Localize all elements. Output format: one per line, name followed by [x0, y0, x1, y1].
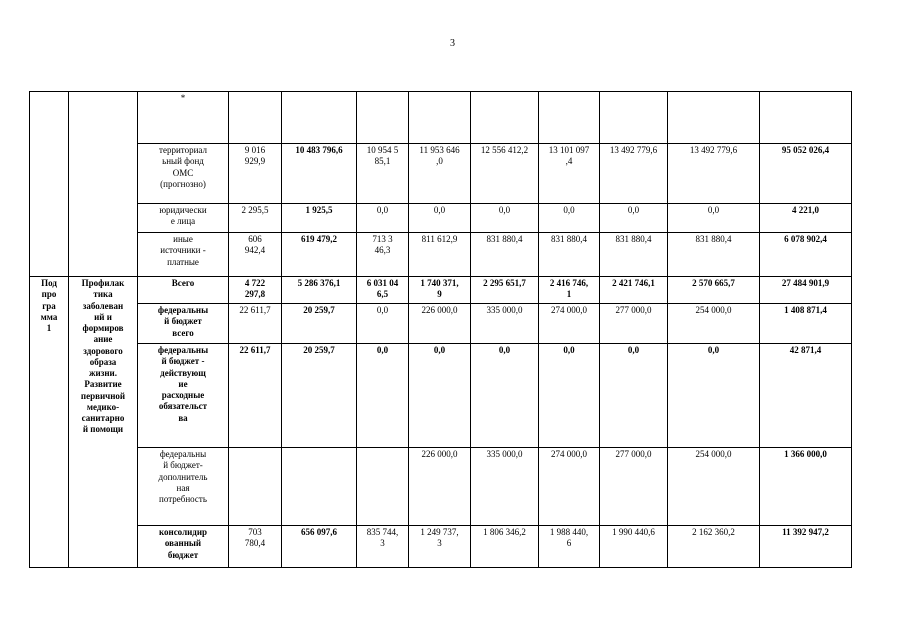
funding-source-label: юридически е лица [138, 204, 229, 233]
value-cell: 1 925,5 [282, 204, 357, 233]
value-cell: 656 097,6 [282, 526, 357, 568]
value-cell [600, 92, 668, 144]
table-row [30, 144, 852, 204]
value-cell: 277 000,0 [600, 304, 668, 344]
value-cell: 0,0 [600, 344, 668, 448]
total-cell [760, 92, 852, 144]
value-cell: 0,0 [539, 204, 600, 233]
value-cell: 13 101 097 ,4 [539, 144, 600, 204]
budget-table [29, 91, 852, 568]
subprogram-code: Под про гра мма 1 [30, 277, 69, 568]
value-cell: 4 722 297,8 [229, 277, 282, 304]
value-cell: 619 479,2 [282, 233, 357, 277]
value-cell [282, 92, 357, 144]
value-cell: 2 570 665,7 [668, 277, 760, 304]
value-cell: 1 806 346,2 [471, 526, 539, 568]
value-cell: 1 988 440, 6 [539, 526, 600, 568]
total-cell: 27 484 901,9 [760, 277, 852, 304]
value-cell: 835 744, 3 [357, 526, 409, 568]
value-cell: 811 612,9 [409, 233, 471, 277]
value-cell: 1 249 737, 3 [409, 526, 471, 568]
value-cell [357, 448, 409, 526]
value-cell [282, 448, 357, 526]
value-cell: 13 492 779,6 [668, 144, 760, 204]
table-row [30, 344, 852, 448]
value-cell: 0,0 [357, 344, 409, 448]
value-cell [229, 92, 282, 144]
value-cell: 254 000,0 [668, 448, 760, 526]
value-cell: 0,0 [600, 204, 668, 233]
subprogram-title: Профилак тика заболеван ий и формиров ание здорового образа жизни. Развитие первичной медико- санитарно й помощи [69, 277, 138, 568]
value-cell: 2 162 360,2 [668, 526, 760, 568]
value-cell: 0,0 [357, 204, 409, 233]
value-cell: 831 880,4 [539, 233, 600, 277]
funding-source-label: федеральны й бюджет- дополнитель ная потребность [138, 448, 229, 526]
total-cell: 42 871,4 [760, 344, 852, 448]
table-row [30, 526, 852, 568]
value-cell [229, 448, 282, 526]
value-cell: 831 880,4 [668, 233, 760, 277]
total-cell: 4 221,0 [760, 204, 852, 233]
total-cell: 1 408 871,4 [760, 304, 852, 344]
value-cell [668, 92, 760, 144]
value-cell [409, 92, 471, 144]
value-cell [471, 92, 539, 144]
value-cell: 335 000,0 [471, 304, 539, 344]
value-cell: 1 990 440,6 [600, 526, 668, 568]
value-cell: 713 3 46,3 [357, 233, 409, 277]
value-cell: 11 953 646 ,0 [409, 144, 471, 204]
value-cell: 606 942,4 [229, 233, 282, 277]
page-number: 3 [450, 38, 455, 49]
value-cell: 13 492 779,6 [600, 144, 668, 204]
empty-code-cell [30, 92, 69, 277]
value-cell: 12 556 412,2 [471, 144, 539, 204]
value-cell: 6 031 04 6,5 [357, 277, 409, 304]
value-cell: 0,0 [539, 344, 600, 448]
funding-source-label: территориал ьный фонд ОМС (прогнозно) [138, 144, 229, 204]
value-cell: 831 880,4 [471, 233, 539, 277]
value-cell: 9 016 929,9 [229, 144, 282, 204]
value-cell: 831 880,4 [600, 233, 668, 277]
value-cell: 1 740 371, 9 [409, 277, 471, 304]
total-cell: 6 078 902,4 [760, 233, 852, 277]
value-cell: 22 611,7 [229, 304, 282, 344]
value-cell: 0,0 [668, 344, 760, 448]
funding-source-label: Всего [138, 277, 229, 304]
value-cell: 2 421 746,1 [600, 277, 668, 304]
table-row [30, 448, 852, 526]
value-cell: 2 416 746, 1 [539, 277, 600, 304]
value-cell: 274 000,0 [539, 448, 600, 526]
funding-source-label: консолидир ованный бюджет [138, 526, 229, 568]
value-cell: 0,0 [668, 204, 760, 233]
value-cell: 20 259,7 [282, 304, 357, 344]
value-cell: 0,0 [357, 304, 409, 344]
total-cell: 11 392 947,2 [760, 526, 852, 568]
value-cell: 226 000,0 [409, 304, 471, 344]
value-cell: 22 611,7 [229, 344, 282, 448]
value-cell: 0,0 [471, 344, 539, 448]
table-row [30, 304, 852, 344]
value-cell: 2 295,5 [229, 204, 282, 233]
funding-source-label: * [138, 92, 229, 144]
value-cell: 2 295 651,7 [471, 277, 539, 304]
funding-source-label: федеральны й бюджет всего [138, 304, 229, 344]
value-cell [357, 92, 409, 144]
funding-source-label: федеральны й бюджет - действующ ие расходные обязательст ва [138, 344, 229, 448]
total-cell: 1 366 000,0 [760, 448, 852, 526]
value-cell: 10 954 5 85,1 [357, 144, 409, 204]
value-cell: 274 000,0 [539, 304, 600, 344]
value-cell: 0,0 [409, 344, 471, 448]
empty-title-cell [69, 92, 138, 277]
value-cell: 703 780,4 [229, 526, 282, 568]
table-row [30, 277, 852, 304]
value-cell: 226 000,0 [409, 448, 471, 526]
value-cell: 0,0 [409, 204, 471, 233]
funding-source-label: иные источники - платные [138, 233, 229, 277]
value-cell: 20 259,7 [282, 344, 357, 448]
value-cell: 5 286 376,1 [282, 277, 357, 304]
value-cell: 335 000,0 [471, 448, 539, 526]
total-cell: 95 052 026,4 [760, 144, 852, 204]
value-cell: 277 000,0 [600, 448, 668, 526]
value-cell: 254 000,0 [668, 304, 760, 344]
value-cell [539, 92, 600, 144]
value-cell: 10 483 796,6 [282, 144, 357, 204]
value-cell: 0,0 [471, 204, 539, 233]
table-row [30, 233, 852, 277]
table-row [30, 92, 852, 144]
table-row [30, 204, 852, 233]
